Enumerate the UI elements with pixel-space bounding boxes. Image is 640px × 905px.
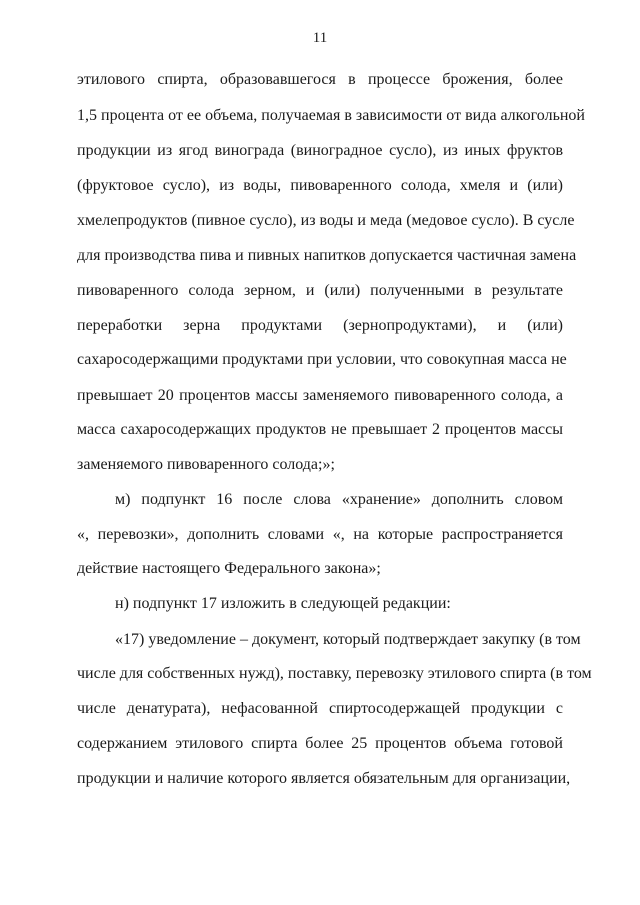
text-line: хмелепродуктов (пивное сусло), из воды и меда (медовое сусло). В сусле bbox=[77, 212, 575, 229]
text-line: «17) уведомление – документ, который подтверждает закупку (в том bbox=[115, 631, 581, 648]
text-line: пивоваренного солода зерном, и (или) полученными в результате bbox=[77, 282, 563, 299]
text-line: сахаросодержащими продуктами при условии, что совокупная масса не bbox=[77, 351, 567, 368]
text-line: превышает 20 процентов массы заменяемого пивоваренного солода, а bbox=[77, 387, 563, 404]
text-line: (фруктовое сусло), из воды, пивоваренного солода, хмеля и (или) bbox=[77, 177, 563, 194]
text-line: содержанием этилового спирта более 25 процентов объема готовой bbox=[77, 735, 563, 752]
page-number: 11 bbox=[312, 30, 328, 46]
text-line: продукции и наличие которого является обязательным для организации, bbox=[77, 770, 571, 787]
text-line: 1,5 процента от ее объема, получаемая в зависимости от вида алкогольной bbox=[77, 107, 585, 124]
text-line: заменяемого пивоваренного солода;»; bbox=[77, 456, 335, 473]
text-line: м) подпункт 16 после слова «хранение» дополнить словом bbox=[115, 491, 563, 508]
text-line: этилового спирта, образовавшегося в процессе брожения, более bbox=[77, 71, 563, 88]
text-line: числе денатурата), нефасованной спиртосодержащей продукции с bbox=[77, 700, 563, 717]
text-line: действие настоящего Федерального закона»; bbox=[77, 560, 381, 577]
text-line: числе для собственных нужд), поставку, перевозку этилового спирта (в том bbox=[77, 665, 592, 682]
text-line: продукции из ягод винограда (виноградное сусло), из иных фруктов bbox=[77, 142, 563, 159]
text-line: масса сахаросодержащих продуктов не превышает 2 процентов массы bbox=[77, 421, 563, 438]
text-line: н) подпункт 17 изложить в следующей редакции: bbox=[115, 595, 451, 612]
text-line: «, перевозки», дополнить словами «, на которые распространяется bbox=[77, 526, 563, 543]
text-line: для производства пива и пивных напитков допускается частичная замена bbox=[77, 247, 577, 264]
text-line: переработки зерна продуктами (зернопродуктами), и (или) bbox=[77, 317, 563, 334]
